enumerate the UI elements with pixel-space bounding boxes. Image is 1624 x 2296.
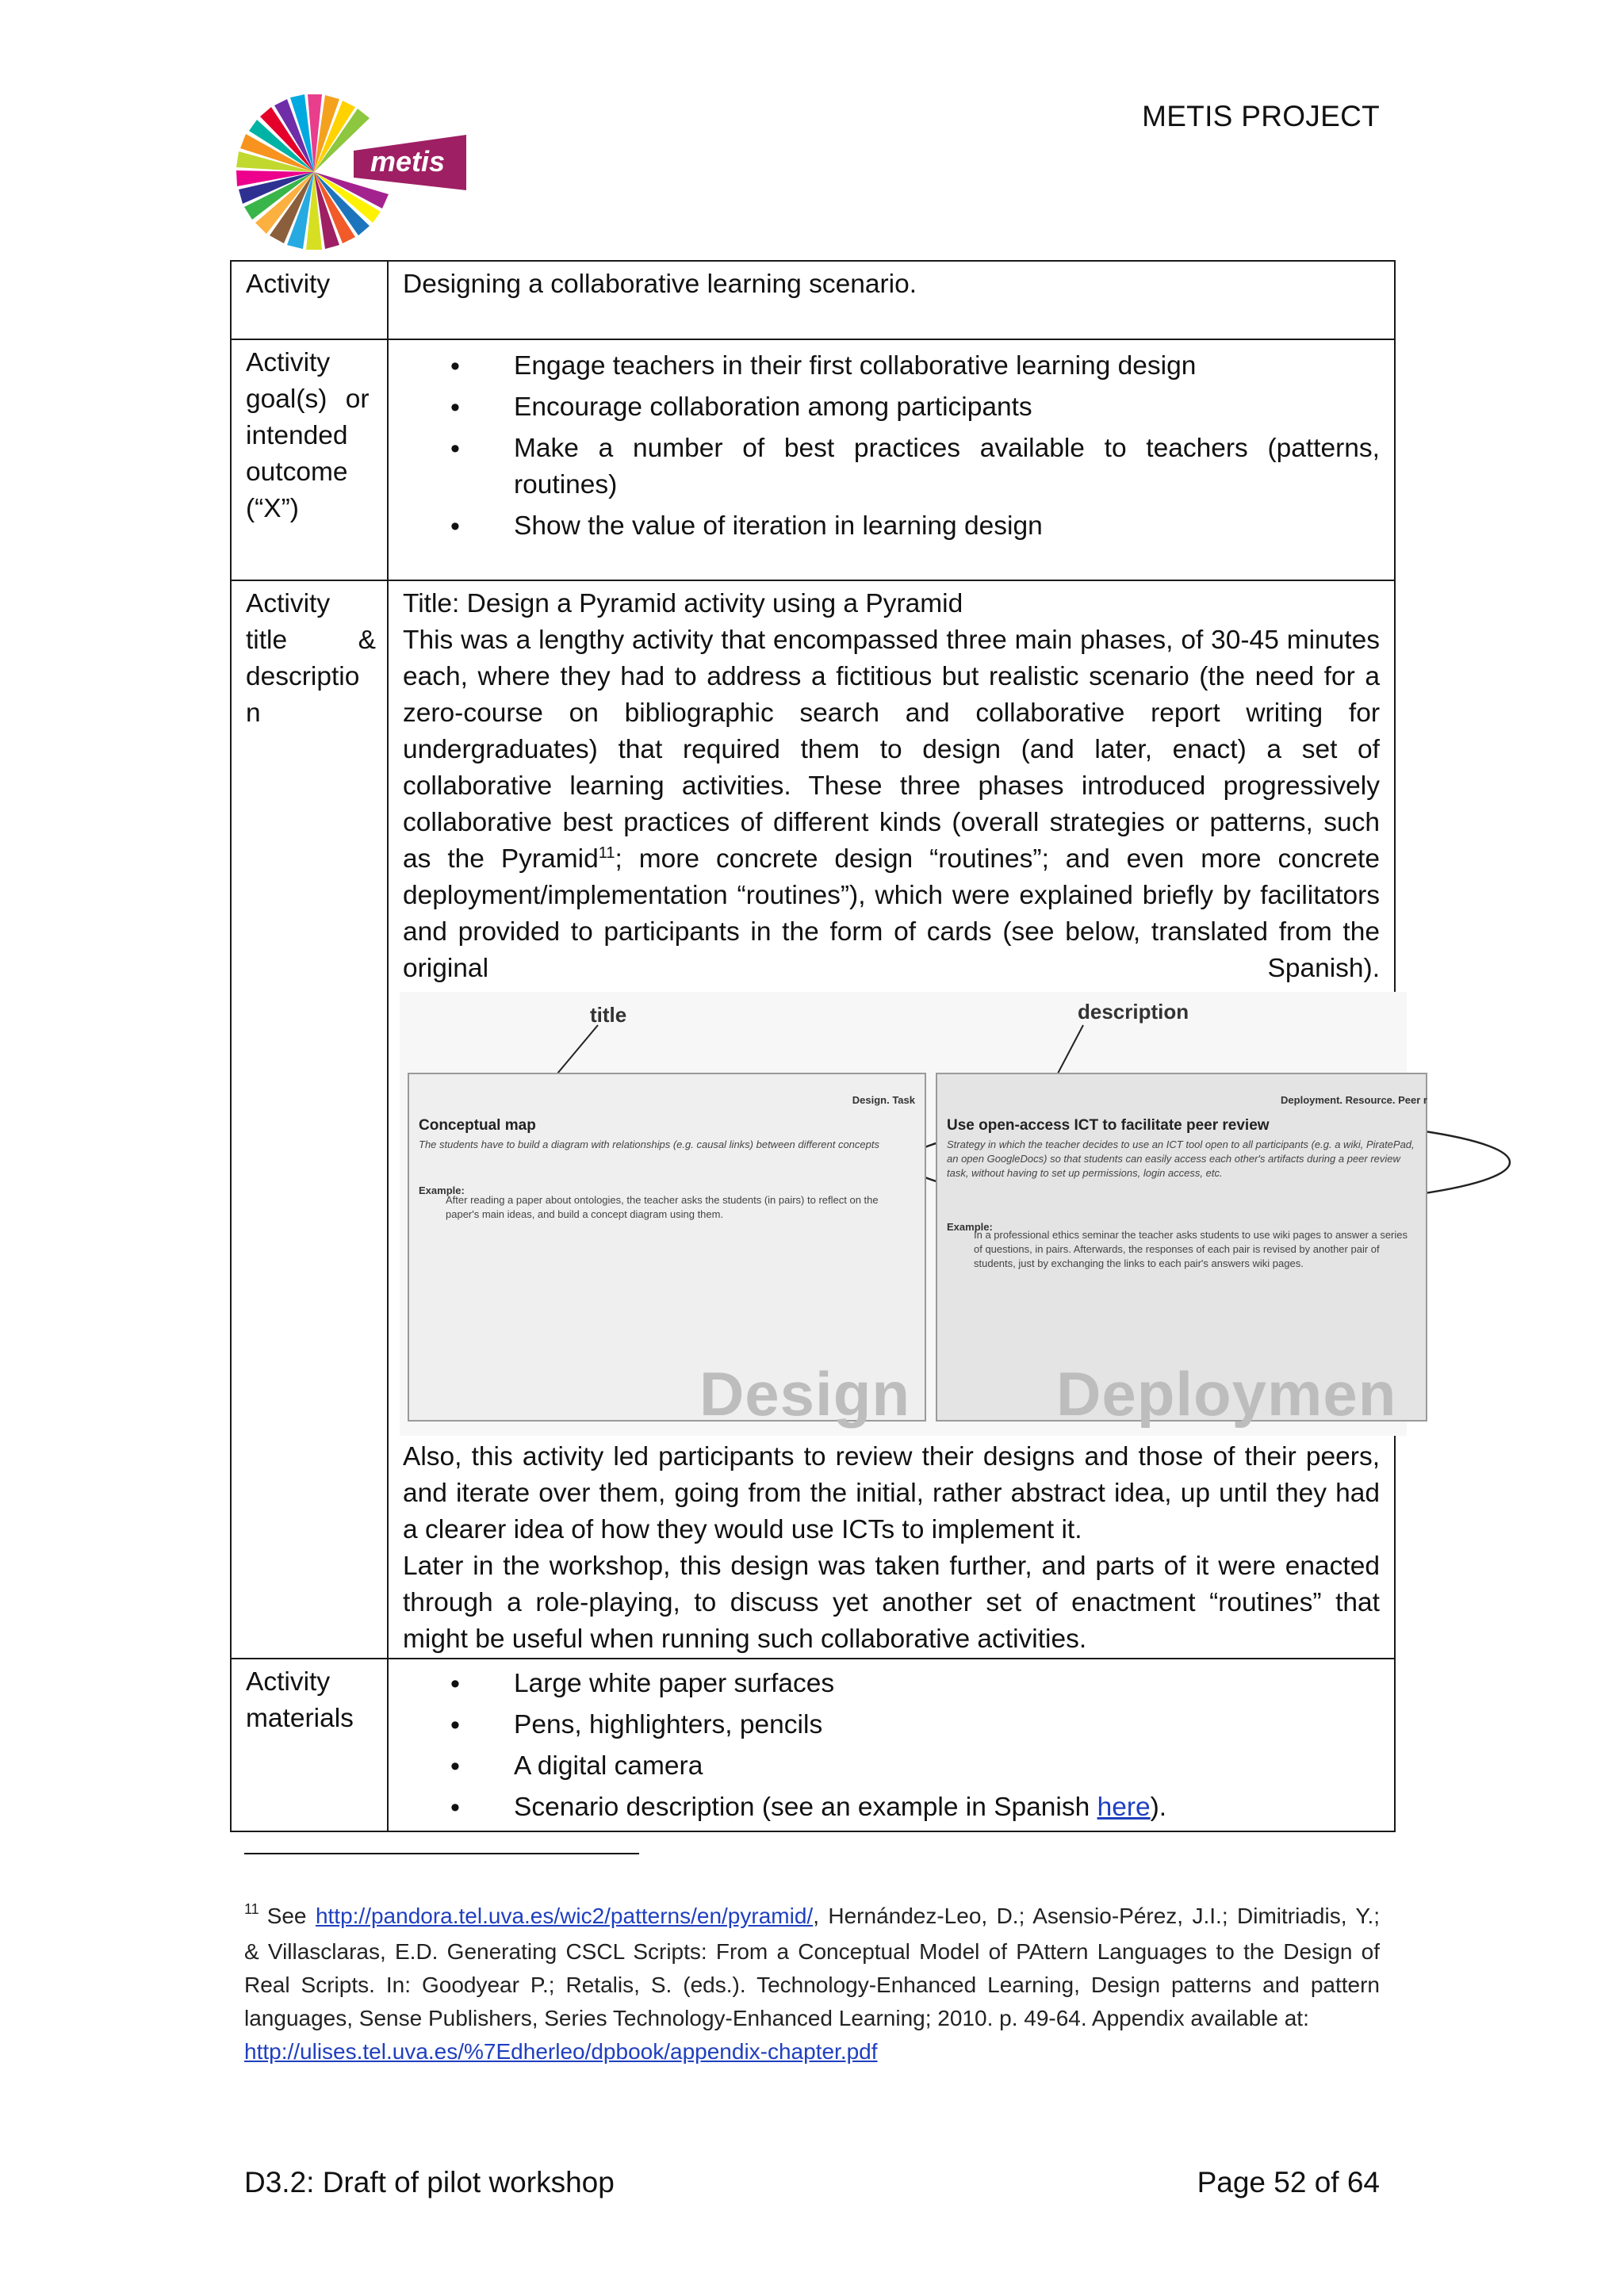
footnote-see: See xyxy=(266,1904,307,1928)
footnote xyxy=(244,1900,1380,2068)
table-row xyxy=(231,580,1395,1659)
card-tag: Deployment. Resource. Peer r xyxy=(1281,1094,1427,1106)
figure-label-description: description xyxy=(1078,1000,1189,1024)
list-item xyxy=(403,1789,1380,1826)
table-row xyxy=(231,1659,1395,1831)
card-watermark: Design xyxy=(699,1359,910,1429)
label-line: Activity xyxy=(246,348,331,377)
appendix-link[interactable]: http://ulises.tel.uva.es/%7Edherleo/dpbook/appendix-chapter.pdf xyxy=(244,2039,878,2064)
list-item: • Show the value of iteration in learning design xyxy=(403,508,1380,545)
materials-list xyxy=(403,1666,1380,1826)
card-watermark: Deploymen xyxy=(1056,1359,1397,1429)
label-line: outcome xyxy=(246,457,348,487)
card-example-label: Example: xyxy=(419,1184,465,1196)
label-line: Activity xyxy=(246,589,331,618)
activity-content: Designing a collaborative learning scenario. xyxy=(388,261,1395,339)
footer-document-title: D3.2: Draft of pilot workshop xyxy=(244,2166,615,2198)
list-item: • Make a number of best practices available to teachers (patterns, routines) xyxy=(403,430,1380,503)
list-item: • Large white paper surfaces xyxy=(403,1666,1380,1702)
logo-text: metis xyxy=(370,145,446,178)
label-line: title & xyxy=(246,626,376,655)
list-item: • Pens, highlighters, pencils xyxy=(403,1707,1380,1743)
deployment-card xyxy=(936,1073,1427,1429)
activity-title-line: Title: Design a Pyramid activity using a Pyramid xyxy=(403,589,963,618)
metis-logo xyxy=(235,89,488,255)
figure-label-title: title xyxy=(590,1003,627,1027)
design-card xyxy=(408,1073,926,1429)
cards-figure xyxy=(400,992,1427,1436)
footnote-ref: 11 xyxy=(598,844,615,862)
description-paragraph xyxy=(403,622,1380,987)
card-example: After reading a paper about ontologies, the teacher asks the students (in pairs) to reflect on the paper's main ideas, and build a concept diagram using them. xyxy=(446,1194,879,1220)
description-content xyxy=(388,580,1427,1659)
label-line: n xyxy=(246,698,261,728)
label-line: intended xyxy=(246,421,348,450)
goals-content xyxy=(388,339,1395,580)
row-label-title-description xyxy=(231,580,388,1659)
description-text-b: ; more concrete design “routines”; and even more concrete deployment/implementation “routines”), which were explained briefly by facilitators and provided to participants in the form of cards (see below, translated from the original Spanish). xyxy=(403,844,1380,983)
row-label-activity: Activity xyxy=(231,261,388,339)
label-line: descriptio xyxy=(246,662,360,691)
card-description: Strategy in which the teacher decides to use an ICT tool open to all participants (e.g. a wiki, PiratePad, an open GoogleDocs) so that students can easily access each other's artifacts during a peer review task, without having to set up permissions, login access, etc. xyxy=(947,1138,1415,1179)
pyramid-pattern-link[interactable]: http://pandora.tel.uva.es/wic2/patterns/en/pyramid/ xyxy=(315,1904,814,1928)
list-item: • Encourage collaboration among participants xyxy=(403,389,1380,426)
card-title: Use open-access ICT to facilitate peer review xyxy=(947,1117,1270,1134)
activity-table xyxy=(230,260,1427,1832)
footnote-number: 11 xyxy=(244,1901,259,1917)
goals-list xyxy=(403,348,1380,545)
project-title: METIS PROJECT xyxy=(1142,100,1380,132)
table-row xyxy=(231,339,1395,580)
scenario-text-suffix: ). xyxy=(1150,1793,1167,1822)
card-example-label: Example: xyxy=(947,1221,993,1233)
scenario-text-prefix: Scenario description (see an example in Spanish xyxy=(514,1793,1097,1822)
list-item: • Engage teachers in their first collaborative learning design xyxy=(403,348,1380,385)
card-example: In a professional ethics seminar the teacher asks students to use wiki pages to answer a series of questions, in pairs. Afterwards, the responses of each pair is revised by another pair of students, just by exchanging the links to each pair's answers wiki pages. xyxy=(974,1229,1408,1269)
enactment-paragraph: Later in the workshop, this design was taken further, and parts of it were enacted through a role-playing, to discuss yet another set of enactment “routines” that might be useful when running such collaborative activities. xyxy=(403,1552,1380,1654)
row-label-materials xyxy=(231,1659,388,1831)
card-title: Conceptual map xyxy=(419,1117,536,1134)
label-line: materials xyxy=(246,1704,354,1733)
card-description: The students have to build a diagram with relationships (e.g. causal links) between different concepts xyxy=(419,1138,879,1150)
iteration-paragraph: Also, this activity led participants to review their designs and those of their peers, and iterate over them, going from the initial, rather abstract idea, up until they had a clearer idea of how they would use ICTs to implement it. xyxy=(403,1442,1380,1544)
footer-page-number: Page 52 of 64 xyxy=(1197,2166,1380,2198)
footnote-separator xyxy=(244,1853,639,1854)
list-item: • A digital camera xyxy=(403,1748,1380,1785)
label-line: (“X”) xyxy=(246,494,299,523)
scenario-example-link[interactable]: here xyxy=(1097,1793,1151,1822)
label-line: Activity xyxy=(246,1667,331,1697)
metis-logo-graphic xyxy=(235,89,488,255)
row-label-goals xyxy=(231,339,388,580)
label-line: goal(s) or xyxy=(246,385,370,414)
footnote-text: , Hernández-Leo, D.; Asensio-Pérez, J.I.; Dimitriadis, Y.; & Villasclaras, E.D. Generating CSCL Scripts: From a Conceptual Model of PAttern Languages to the Design of Real Scripts. In: Goodyear P.; Retalis, S. (eds.). Technology-Enhanced Learning, Design patterns and pattern languages, Sense Publishers, Series Technology-Enhanced Learning; 2010. p. 49-64. Appendix available at: xyxy=(244,1904,1381,2030)
materials-content xyxy=(388,1659,1395,1831)
card-tag: Design. Task xyxy=(852,1094,915,1106)
table-row xyxy=(231,261,1395,339)
description-text-a: This was a lengthy activity that encompassed three main phases, of 30-45 minutes each, where they had to address a fictitious but realistic scenario (the need for a zero-course on bibliographic search and collaborative report writing for undergraduates) that required them to design (and later, enact) a set of collaborative learning activities. These three phases introduced progressively collaborative best practices of different kinds (overall strategies or patterns, such as the Pyramid xyxy=(403,626,1380,874)
